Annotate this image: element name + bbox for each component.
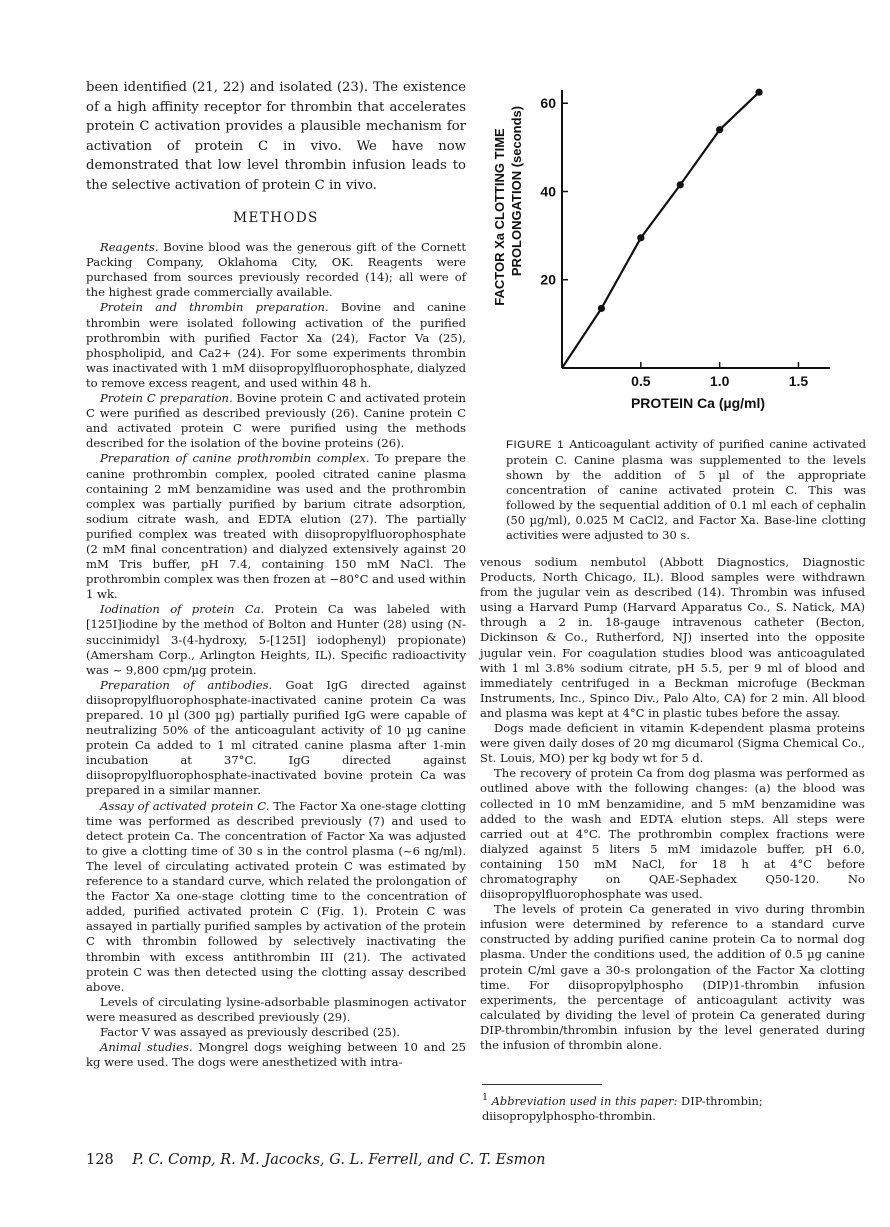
paragraph-lead: Reagents. bbox=[100, 240, 159, 255]
paragraph-text: To prepare the canine prothrombin complex, pooled citrated canine plasma containing 2 mM benzamidine was used and the prothrombin complex was partially purified by barium citrate adsorption, sodium citrate wash, and EDTA elution (27). The partially purified complex was treated with diisopropylfluorophosphate (2 mM final concentration) and dialyzed extensively against 20 mM Tris buffer, pH 7.4, containing 150 mM NaCl. The prothrombin complex was then frozen at −80°C and used within 1 wk. bbox=[86, 451, 467, 602]
chart-ticks bbox=[540, 95, 808, 389]
right-column bbox=[480, 555, 865, 1053]
paragraph-lead: Protein C preparation. bbox=[100, 391, 233, 406]
data-point bbox=[677, 181, 684, 188]
data-point bbox=[637, 234, 644, 241]
paragraph-text: Protein Ca was labeled with [125I]iodine by the method of Bolton and Hunter (28) using (N-succinimidyl 3-(4-hydroxy, 5-[125I] iodophenyl) propionate) (Amersham Corp., Arlington Heights, IL). Specific radioactivity was ~ 9,800 cpm/µg protein. bbox=[86, 602, 466, 677]
paragraph-text: Bovine protein C and activated protein C were purified as described previously (26). Canine protein C and activated protein C were purified using the methods described for the isolation of the bovine proteins (26). bbox=[86, 391, 466, 451]
methods-paragraph bbox=[86, 602, 466, 677]
paragraph-text: Bovine and canine thrombin were isolated following activation of the purified prothrombin with purified Factor Xa (24), Factor Va (25), phospholipid, and Ca2+ (24). For some experiments thrombin was inactivated with 1 mM diisopropylfluorophosphate, dialyzed to remove excess reagent, and used within 48 h. bbox=[86, 300, 466, 390]
y-tick-label: 40 bbox=[540, 183, 556, 200]
footnote-label: Abbreviation used in this paper: bbox=[491, 1093, 678, 1108]
paragraph-lead: Preparation of canine prothrombin complex. bbox=[100, 451, 370, 466]
methods-paragraph bbox=[86, 1025, 466, 1040]
methods-paragraphs bbox=[86, 240, 466, 1070]
paragraph-text: Goat IgG directed against diisopropylfluorophosphate-inactivated canine protein Ca was prepared. 10 µl (300 µg) partially purified IgG were capable of neutralizing 50% of the anticoagulant activity of 10 µg canine protein Ca added to 1 ml citrated canine plasma after 1-min incubation at 37°C. IgG directed against diisopropylfluorophosphate-inactivated bovine protein Ca was prepared in a similar manner. bbox=[86, 677, 466, 798]
chart-axes bbox=[562, 90, 830, 368]
chart-series bbox=[562, 89, 763, 368]
paragraph-text: Bovine blood was the generous gift of the Cornett Packing Company, Oklahoma City, OK. Reagents were purchased from sources previously recorded (14); all were of the highest grade commercially available. bbox=[86, 240, 466, 300]
x-axis-label: PROTEIN Ca (µg/ml) bbox=[630, 395, 766, 411]
methods-paragraph bbox=[86, 391, 466, 451]
paragraph-lead: Preparation of antibodies. bbox=[100, 677, 273, 692]
methods-paragraph bbox=[86, 1040, 466, 1070]
data-point bbox=[716, 126, 723, 133]
right-paragraph: venous sodium nembutol (Abbott Diagnostics, Diagnostic Products, North Chicago, IL). Blood samples were withdrawn from the jugular vein as described (14). Thrombin was infused using a Harvard Pump (Harvard Apparatus Co., S. Natick, MA) through a 2 in. 18-gauge intravenous catheter (Becton, Dickinson & Co., Rutherford, NJ) inserted into the opposite jugular vein. For coagulation studies blood was anticoagulated with 1 ml 3.8% sodium citrate, pH 5.5, per 9 ml of blood and immediately centrifuged in a Beckman microfuge (Beckman Instruments, Inc., Spinco Div., Palo Alto, CA) for 2 min. All blood and plasma was kept at 4°C in plastic tubes before the assay. bbox=[480, 555, 865, 720]
page-footer bbox=[86, 1152, 866, 1168]
paragraph-lead: Iodination of protein Ca. bbox=[100, 602, 265, 617]
methods-paragraph bbox=[86, 678, 466, 799]
paragraph-lead: Protein and thrombin preparation. bbox=[100, 300, 329, 315]
y-tick-label: 60 bbox=[540, 95, 556, 112]
methods-paragraph bbox=[86, 300, 466, 391]
figure-label: FIGURE 1 bbox=[506, 439, 565, 451]
footnote-marker: 1 bbox=[482, 1092, 489, 1103]
paragraph-text: The Factor Xa one-stage clotting time was performed as described previously (7) and used to detect protein Ca. The concentration of Factor Xa was adjusted to give a clotting time of 30 s in the control plasma (~6 ng/ml). The level of circulating activated protein C was estimated by reference to a standard curve, which related the prolongation of the Factor Xa one-stage clotting time to the concentration of added, purified activated protein C (Fig. 1). Protein C was assayed in partially purified samples by activation of the protein C with thrombin followed by selectively inactivating the thrombin with excess antithrombin III (21). The activated protein C was then detected using the clotting assay described above. bbox=[86, 798, 466, 994]
figure-caption-text: Anticoagulant activity of purified canine activated protein C. Canine plasma was supplemented to the levels shown by the addition of 5 µl of the appropriate concentration of canine activated protein C. This was followed by the sequential addition of 0.1 ml each of cephalin (50 µg/ml), 0.025 M CaCl2, and Factor Xa. Base-line clotting activities were adjusted to 30 s. bbox=[506, 437, 866, 542]
section-heading-methods: METHODS bbox=[233, 210, 319, 226]
x-tick-label: 1.0 bbox=[709, 373, 730, 389]
paragraph-text: Levels of circulating lysine-adsorbable plasminogen activator were measured as described previously (29). bbox=[86, 994, 466, 1024]
chart-standard-curve bbox=[480, 78, 870, 428]
right-paragraph: The recovery of protein Ca from dog plasma was performed as outlined above with the following changes: (a) the blood was collected in 10 mM benzamidine, and 5 mM benzamidine was added to the wash and EDTA elution steps. All steps were carried out at 4°C. The prothrombin complex fractions were dialyzed against 5 liters 5 mM imidazole buffer, pH 6.0, containing 150 mM NaCl, for 18 h at 4°C before chromatography on QAE-Sephadex Q50-120. No diisopropylfluorophosphate was used. bbox=[480, 766, 865, 902]
intro-paragraph: been identified (21, 22) and isolated (23). The existence of a high affinity receptor for thrombin that accelerates protein C activation provides a plausible mechanism for activation of protein C in vivo. We have now demonstrated that low level thrombin infusion leads to the selective activation of protein C in vivo. bbox=[86, 80, 466, 193]
y-axis-label-line1: FACTOR Xa CLOTTING TIME bbox=[492, 128, 507, 306]
left-column bbox=[86, 78, 466, 1070]
footnote-rule bbox=[482, 1084, 602, 1085]
right-paragraph: Dogs made deficient in vitamin K-dependent plasma proteins were given daily doses of 20 mg dicumarol (Sigma Chemical Co., St. Louis, MO) per kg body wt for 5 d. bbox=[480, 721, 865, 766]
paragraph-text: Mongrel dogs weighing between 10 and 25 kg were used. The dogs were anesthetized with intra- bbox=[86, 1040, 466, 1070]
data-point bbox=[598, 305, 605, 312]
footnote bbox=[482, 1090, 867, 1124]
paragraph-lead: Assay of activated protein C. bbox=[100, 798, 270, 813]
methods-paragraph bbox=[86, 451, 466, 602]
right-paragraph: The levels of protein Ca generated in vivo during thrombin infusion were determined by reference to a standard curve constructed by adding purified canine protein Ca to normal dog plasma. Under the conditions used, the addition of 0.5 µg canine protein C/ml gave a 30-s prolongation of the Factor Xa clotting time. For diisopropylphospho (DIP)1-thrombin infusion experiments, the percentage of anticoagulant activity was calculated by dividing the level of protein Ca generated during DIP-thrombin/thrombin infusion by the level generated during the infusion of thrombin alone. bbox=[480, 902, 865, 1052]
series-line bbox=[562, 92, 759, 368]
author-list: P. C. Comp, R. M. Jacocks, G. L. Ferrell, and C. T. Esmon bbox=[132, 1152, 546, 1168]
figure-caption bbox=[506, 437, 866, 543]
x-tick-label: 1.5 bbox=[788, 373, 809, 389]
paragraph-text: Factor V was assayed as previously described (25). bbox=[100, 1024, 401, 1039]
x-tick-label: 0.5 bbox=[631, 373, 651, 389]
y-tick-label: 20 bbox=[540, 271, 556, 288]
paragraph-lead: Animal studies. bbox=[100, 1040, 193, 1055]
methods-paragraph bbox=[86, 240, 466, 300]
right-paragraphs bbox=[480, 555, 865, 1053]
y-axis-label-line2: PROLONGATION (seconds) bbox=[509, 105, 524, 277]
page-number: 128 bbox=[86, 1152, 114, 1168]
footnote-text: DIP-thrombin; diisopropylphospho-thrombin. bbox=[482, 1093, 763, 1123]
methods-paragraph bbox=[86, 995, 466, 1025]
methods-paragraph bbox=[86, 799, 466, 995]
data-point bbox=[755, 89, 762, 96]
